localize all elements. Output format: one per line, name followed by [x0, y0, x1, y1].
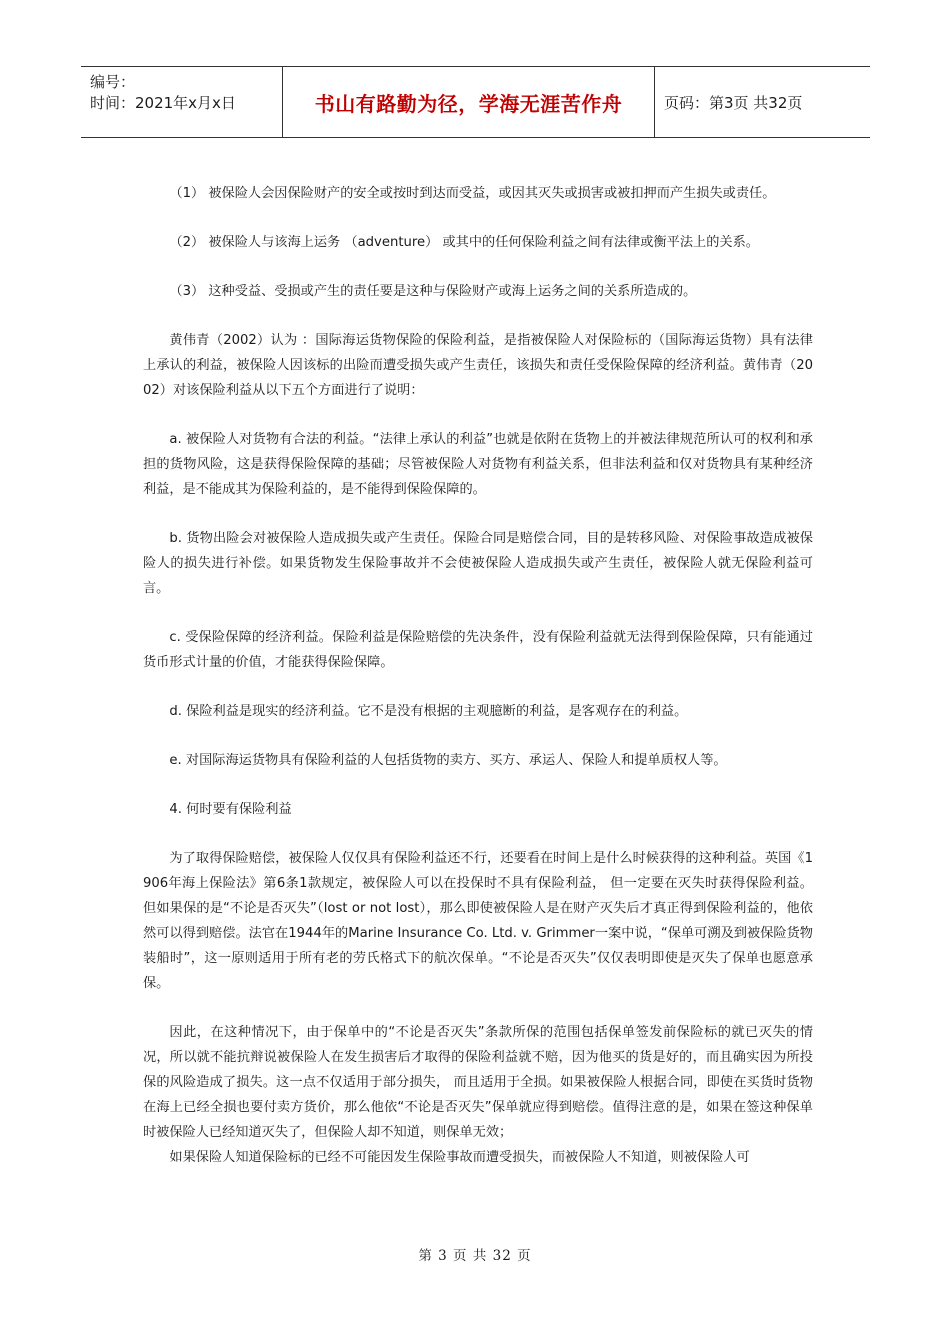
paragraph-clause-2: （2） 被保险人与该海上运务 （adventure） 或其中的任何保险利益之间有法律或衡平法上的关系。 — [169, 235, 759, 250]
document-body — [143, 181, 813, 1170]
section-heading: 4. 何时要有保险利益 — [169, 802, 292, 817]
paragraph-huang-definition: 黄伟青（2002）认为 ：国际海运货物保险的保险利益，是指被保险人对保险标的（国际海运货物）具有法律上承认的利益，被保险人因该标的出险而遭受损失或产生责任，该损失和责任受保险保障的经济利益。黄伟青（2002）对该保险利益从以下五个方面进行了说明： — [143, 333, 813, 398]
paragraph-clause-3: （3） 这种受益、受损或产生的责任要是这种与保险财产或海上运务之间的关系所造成的。 — [169, 284, 697, 299]
paragraph-point-c: c. 受保险保障的经济利益。保险利益是保险赔偿的先决条件，没有保险利益就无法得到保险保障，只有能通过货币形式计量的价值，才能获得保险保障。 — [143, 630, 813, 670]
paragraph-lost-or-not-lost: 因此，在这种情况下，由于保单中的“不论是否灭失”条款所保的范围包括保单签发前保险标的就已灭失的情况，所以就不能抗辩说被保险人在发生损害后才取得的保险利益就不赔，因为他买的货是好的，而且确实因为所投保的风险造成了损失。这一点不仅适用于部分损失， 而且适用于全损。如果被保险人根据合同，即使在买货时货物在海上已经全损也要付卖方货价，那么他依“不论是否灭失”保单就应得到赔偿。值得注意的是，如果在签这种保单时被保险人已经知道灭失了，但保险人却不知道，则保单无效； — [143, 1025, 813, 1140]
paragraph-point-e: e. 对国际海运货物具有保险利益的人包括货物的卖方、买方、承运人、保险人和提单质权人等。 — [169, 753, 727, 768]
paragraph-clause-1: （1） 被保险人会因保险财产的安全或按时到达而受益，或因其灭失或损害或被扣押而产生损失或责任。 — [169, 186, 776, 201]
paragraph-timing: 为了取得保险赔偿，被保险人仅仅具有保险利益还不行，还要看在时间上是什么时候获得的这种利益。英国《1906年海上保险法》第6条1款规定，被保险人可以在投保时不具有保险利益， 但一定要在灭失时获得保险利益。 但如果保的是“不论是否灭失”（lost or not lost），那么即使被保险人是在财产灭失后才真正得到保险利益的，他依然可以得到赔偿。法官在1944年的Marine Insurance Co. Ltd. v. Grimmer一案中说，“保单可溯及到被保险货物装船时”，这一原则适用于所有老的劳氏格式下的航次保单。“不论是否灭失”仅仅表明即使是灭失了保单也愿意承保。 — [143, 851, 813, 991]
document-number-label: 编号： — [90, 73, 136, 91]
paragraph-point-a: a. 被保险人对货物有合法的利益。“法律上承认的利益”也就是依附在货物上的并被法律规范所认可的权利和承担的货物风险，这是获得保险保障的基础；尽管被保险人对货物有利益关系，但非法利益和仅对货物具有某种经济利益，是不能成其为保险利益的，是不能得到保险保障的。 — [143, 432, 813, 497]
document-date-label: 时间：2021年x月x日 — [90, 94, 236, 112]
header-page-label: 页码：第3页 共32页 — [664, 93, 803, 112]
paragraph-point-b: b. 货物出险会对被保险人造成损失或产生责任。保险合同是赔偿合同，目的是转移风险、对保险事故造成被保险人的损失进行补偿。如果货物发生保险事故并不会使被保险人造成损失或产生责任，被保险人就无保险利益可言。 — [143, 531, 813, 596]
header-meta — [81, 67, 282, 137]
page-footer: 第 3 页 共 32 页 — [418, 1248, 532, 1264]
page-header — [81, 66, 870, 138]
paragraph-point-d: d. 保险利益是现实的经济利益。它不是没有根据的主观臆断的利益，是客观存在的利益。 — [169, 704, 688, 719]
header-motto: 书山有路勤为径，学海无涯苦作舟 — [282, 67, 655, 137]
paragraph-continued: 如果保险人知道保险标的已经不可能因发生保险事故而遭受损失，而被保险人不知道，则被保险人可 — [169, 1150, 750, 1165]
